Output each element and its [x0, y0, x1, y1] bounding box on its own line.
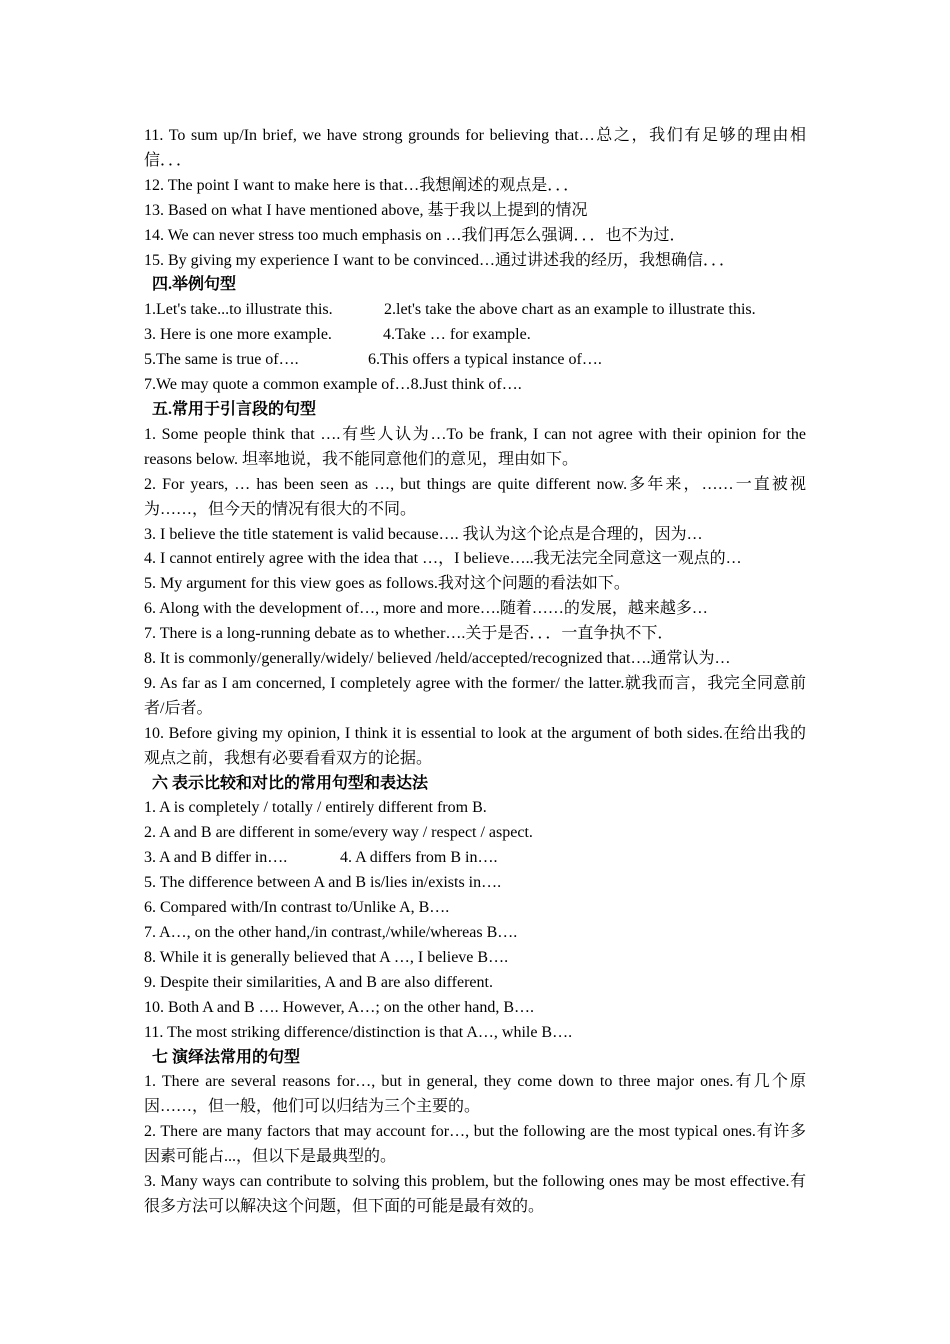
- example-row: [144, 323, 806, 348]
- paragraph: 11. To sum up/In brief, we have strong grounds for believing that…总之，我们有足够的理由相信．．．: [144, 127, 806, 169]
- example-row: 7.We may quote a common example of…8.Just think of….: [144, 376, 522, 394]
- paragraph: 4. I cannot entirely agree with the idea that …，I believe…..我无法完全同意这一观点的…: [144, 550, 742, 568]
- section-heading-comparison: 六 表示比较和对比的常用句型和表达法: [152, 774, 429, 792]
- document-body: [144, 124, 806, 1220]
- paragraph: 8. It is commonly/generally/widely/ believed /held/accepted/recognized that….通常认为…: [144, 650, 731, 668]
- example-item: 3. Here is one more example.: [144, 326, 332, 344]
- example-item: 5.The same is true of….: [144, 351, 299, 369]
- paragraph: 2. There are many factors that may account for…, but the following are the most typical ones.有许多因素可能占...，但以下是最典型的。: [144, 1123, 806, 1166]
- paragraph: 5. The difference between A and B is/lies in/exists in….: [144, 874, 502, 892]
- paragraph: 10. Both A and B …. However, A…; on the other hand, B….: [144, 998, 534, 1016]
- paragraph: 1. Some people think that ….有些人认为…To be frank, I can not agree with their opinion for the reasons below. 坦率地说，我不能同意他们的意见，理由如下。: [144, 425, 806, 468]
- paragraph: 1. There are several reasons for…, but in general, they come down to three major ones.有几个原因……，但一般，他们可以归结为三个主要的。: [144, 1073, 806, 1116]
- paragraph: 8. While it is generally believed that A …, I believe B….: [144, 948, 509, 966]
- paragraph: 2. For years, … has been seen as …, but things are quite different now.多年来，……一直被视为……，但今天的情况有很大的不同。: [144, 475, 806, 518]
- paragraph: 7. There is a long-running debate as to whether….关于是否．．．一直争执不下．: [144, 625, 674, 643]
- comparison-row: [144, 846, 806, 871]
- paragraph: 5. My argument for this view goes as follows.我对这个问题的看法如下。: [144, 575, 630, 593]
- paragraph: 15. By giving my experience I want to be convinced…通过讲述我的经历，我想确信．．．: [144, 251, 736, 269]
- section-heading-introduction: 五.常用于引言段的句型: [152, 400, 317, 418]
- paragraph: 11. The most striking difference/distinction is that A…, while B….: [144, 1023, 573, 1041]
- example-row: [144, 348, 806, 373]
- paragraph: 6. Compared with/In contrast to/Unlike A, B….: [144, 899, 450, 917]
- paragraph: 13. Based on what I have mentioned above, 基于我以上提到的情况: [144, 201, 588, 219]
- paragraph: 3. I believe the title statement is valid because…. 我认为这个论点是合理的，因为…: [144, 525, 703, 543]
- section-heading-deduction: 七 演绎法常用的句型: [152, 1048, 301, 1066]
- paragraph: 3. Many ways can contribute to solving this problem, but the following ones may be most effective.有很多方法可以解决这个问题，但下面的可能是最有效的。: [144, 1173, 806, 1215]
- paragraph: 9. As far as I am concerned, I completely agree with the former/ the latter.就我而言，我完全同意前者/后者。: [144, 674, 806, 717]
- paragraph: 14. We can never stress too much emphasis on …我们再怎么强调．．．也不为过．: [144, 226, 686, 244]
- paragraph: 6. Along with the development of…, more and more….随着……的发展，越来越多…: [144, 600, 708, 618]
- example-row: [144, 298, 806, 323]
- example-item: 4.Take … for example.: [383, 326, 531, 344]
- example-item: 2.let's take the above chart as an example to illustrate this.: [384, 301, 756, 319]
- example-item: 6.This offers a typical instance of….: [368, 351, 602, 369]
- paragraph: 9. Despite their similarities, A and B are also different.: [144, 973, 493, 991]
- paragraph: 7. A…, on the other hand,/in contrast,/while/whereas B….: [144, 924, 518, 941]
- comparison-item: 4. A differs from B in….: [340, 849, 498, 867]
- paragraph: 10. Before giving my opinion, I think it is essential to look at the argument of both sides.在给出我的观点之前，我想有必要看看双方的论据。: [144, 724, 806, 767]
- example-item: 1.Let's take...to illustrate this.: [144, 301, 333, 319]
- paragraph: 12. The point I want to make here is that…我想阐述的观点是．．．: [144, 176, 580, 194]
- section-heading-examples: 四.举例句型: [152, 276, 237, 294]
- comparison-item: 3. A and B differ in….: [144, 849, 288, 867]
- paragraph: 1. A is completely / totally / entirely different from B.: [144, 799, 487, 817]
- paragraph: 2. A and B are different in some/every way / respect / aspect.: [144, 824, 533, 842]
